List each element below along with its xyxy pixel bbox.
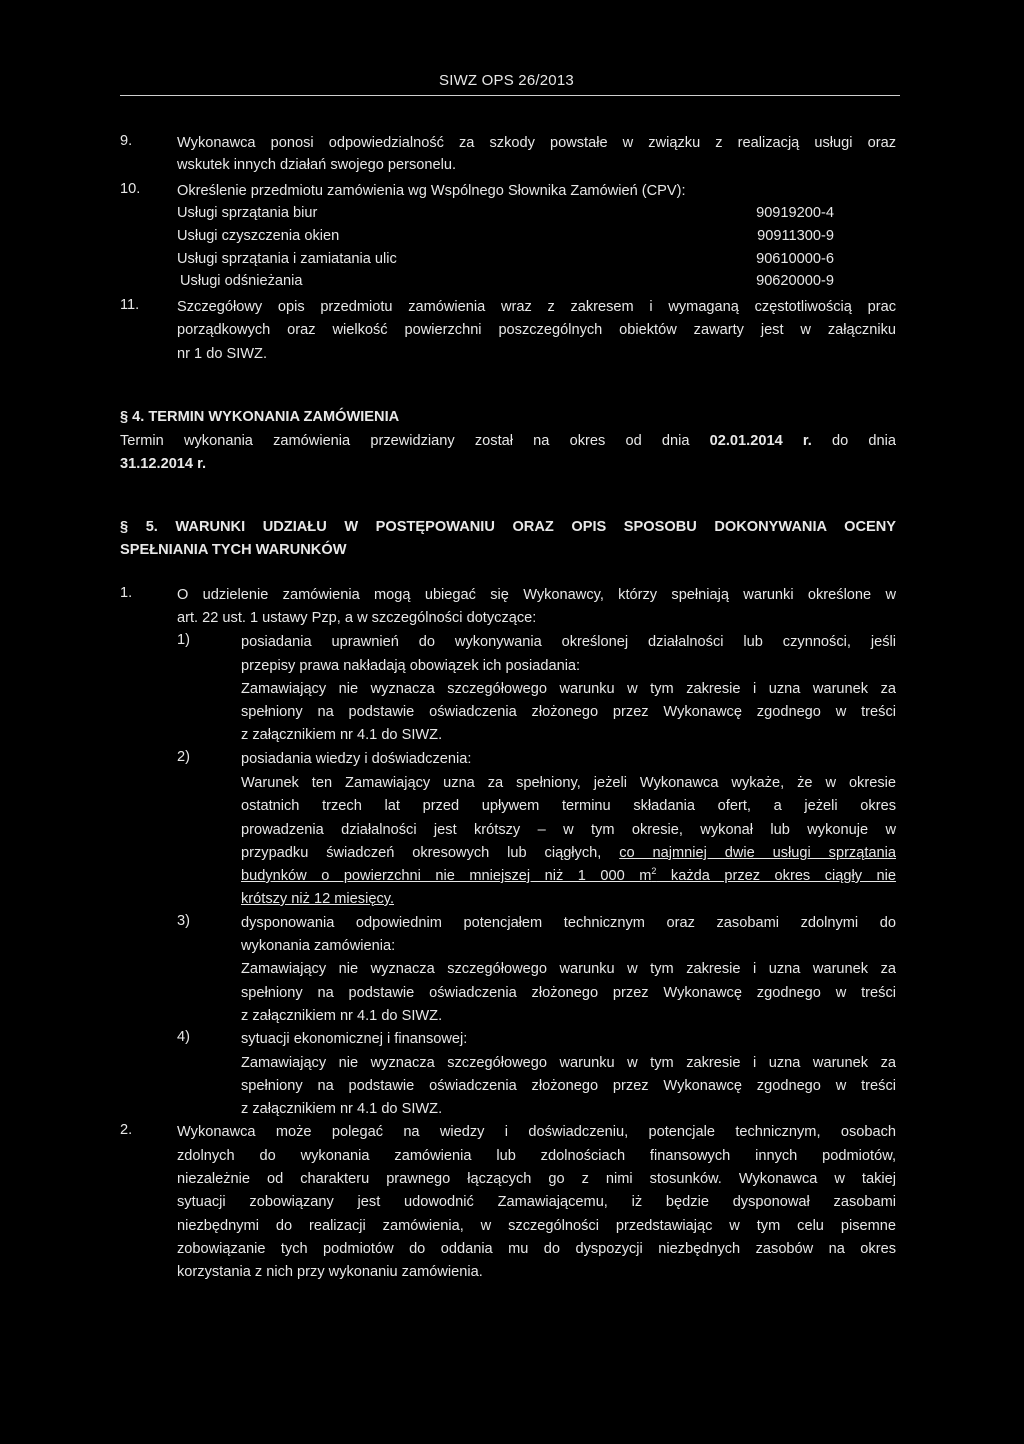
- section-5-heading-line2: SPEŁNIANIA TYCH WARUNKÓW: [120, 542, 347, 558]
- cpv-code: 90620000-9: [756, 273, 834, 289]
- sub-2-line1: posiadania wiedzy i doświadczenia:: [241, 751, 472, 767]
- sub-4-line2: Zamawiający nie wyznacza szczegółowego warunku w tym zakresie i uzna warunek za: [241, 1055, 896, 1071]
- item-11-number: 11.: [120, 297, 140, 313]
- cpv-label: Usługi czyszczenia okien: [177, 228, 340, 244]
- cpv-label: Usługi odśnieżania: [180, 273, 303, 289]
- section-5-p1-line1: O udzielenie zamówienia mogą ubiegać się Wykonawcy, którzy spełniają warunki określone w: [177, 587, 896, 603]
- sub-2-line5-b: co najmniej dwie usługi sprzątania: [619, 845, 896, 861]
- sub-2-line4: prowadzenia działalności jest krótszy – w tym okresie, wykonał lub wykonuje w: [241, 822, 896, 838]
- section-5-p2-number: 2.: [120, 1122, 133, 1138]
- item-9-line2: wskutek innych działań swojego personelu.: [177, 157, 457, 173]
- section-4-text-a: Termin wykonania zamówienia przewidziany został na okres od dnia: [120, 433, 690, 449]
- sub-3-line1: dysponowania odpowiednim potencjałem technicznym oraz zasobami zdolnymi do: [241, 915, 896, 931]
- sub-1-number: 1): [177, 632, 190, 648]
- item-11-line3: nr 1 do SIWZ.: [177, 346, 268, 362]
- cpv-code: 90610000-6: [756, 251, 834, 267]
- sub-1-line2: przepisy prawa nakładają obowiązek ich posiadania:: [241, 658, 581, 674]
- cpv-row: [180, 273, 834, 294]
- cpv-label: Usługi sprzątania biur: [177, 205, 318, 221]
- section-5-heading-line1: § 5. WARUNKI UDZIAŁU W POSTĘPOWANIU ORAZ OPIS SPOSOBU DOKONYWANIA OCENY: [120, 519, 896, 535]
- sub-2-line7: krótszy niż 12 miesięcy.: [241, 891, 395, 907]
- sub-2-line6-a: budynków o powierzchni nie mniejszej niż 1 000 m: [241, 868, 652, 884]
- sub-2-line6-b: każda przez okres ciągły nie: [656, 868, 897, 884]
- section-5-p1-line2: art. 22 ust. 1 ustawy Pzp, a w szczególności dotyczące:: [177, 610, 537, 626]
- cpv-row: [177, 228, 834, 249]
- sub-3-line5: z załącznikiem nr 4.1 do SIWZ.: [241, 1008, 443, 1024]
- section-5-p2-line: niezbędnymi do realizacji zamówienia, w szczególności przedstawiając w tym celu pisemne: [177, 1218, 896, 1234]
- sub-3-line2: wykonania zamówienia:: [241, 938, 396, 954]
- section-4-heading: § 4. TERMIN WYKONANIA ZAMÓWIENIA: [120, 409, 400, 425]
- sub-1-line3: Zamawiający nie wyznacza szczegółowego warunku w tym zakresie i uzna warunek za: [241, 681, 896, 697]
- sub-2-line5-a: przypadku świadczeń okresowych lub ciągłych,: [241, 845, 602, 861]
- item-11-line1: Szczegółowy opis przedmiotu zamówienia wraz z zakresem i wymaganą częstotliwością prac: [177, 299, 896, 315]
- item-9-line1: Wykonawca ponosi odpowiedzialność za szkody powstałe w związku z realizacją usługi oraz: [177, 135, 896, 151]
- sub-2-line3: ostatnich trzech lat przed upływem terminu składania ofert, a jeżeli okres: [241, 798, 896, 814]
- sub-2-line5: [241, 843, 896, 864]
- superscript-2: 2: [651, 866, 657, 877]
- section-5-p2-line: zobowiązanie tych podmiotów do oddania mu do dyspozycji niezbędnych zasobów na okres: [177, 1241, 896, 1257]
- section-5-p2-line: sytuacji zobowiązany jest udowodnić Zamawiającemu, iż będzie dysponował zasobami: [177, 1194, 896, 1210]
- sub-4-line3: spełniony na podstawie oświadczenia złożonego przez Wykonawcę zgodnego w treści: [241, 1078, 896, 1094]
- sub-2-number: 2): [177, 749, 190, 765]
- header-rule: [120, 95, 900, 96]
- item-9-number: 9.: [120, 133, 133, 149]
- cpv-row: [177, 251, 834, 272]
- sub-4-line4: z załącznikiem nr 4.1 do SIWZ.: [241, 1101, 443, 1117]
- sub-3-line3: Zamawiający nie wyznacza szczegółowego warunku w tym zakresie i uzna warunek za: [241, 961, 896, 977]
- sub-3-number: 3): [177, 913, 190, 929]
- document-reference: SIWZ OPS 26/2013: [439, 72, 574, 89]
- item-10-number: 10.: [120, 181, 141, 197]
- sub-1-line4: spełniony na podstawie oświadczenia złożonego przez Wykonawcę zgodnego w treści: [241, 704, 896, 720]
- sub-4-number: 4): [177, 1029, 190, 1045]
- sub-2-line2: Warunek ten Zamawiający uzna za spełniony, jeżeli Wykonawca wykaże, że w okresie: [241, 775, 896, 791]
- sub-4-line1: sytuacji ekonomicznej i finansowej:: [241, 1031, 468, 1047]
- section-4-text-b: do dnia: [831, 433, 896, 449]
- sub-1-line1: posiadania uprawnień do wykonywania określonej działalności lub czynności, jeśli: [241, 634, 896, 650]
- date-to: 31.12.2014 r.: [120, 456, 207, 472]
- cpv-label: Usługi sprzątania i zamiatania ulic: [177, 251, 397, 267]
- cpv-code: 90911300-9: [757, 228, 834, 244]
- section-5-p2-line: Wykonawca może polegać na wiedzy i doświadczeniu, potencjale technicznym, osobach: [177, 1124, 896, 1140]
- item-10-line1: Określenie przedmiotu zamówienia wg Wspólnego Słownika Zamówień (CPV):: [177, 183, 686, 199]
- section-4-text: [120, 431, 896, 452]
- cpv-row: [177, 205, 834, 226]
- sub-1-line5: z załącznikiem nr 4.1 do SIWZ.: [241, 727, 443, 743]
- section-5-p1-number: 1.: [120, 585, 133, 601]
- sub-2-line6: [241, 866, 896, 887]
- sub-3-line4: spełniony na podstawie oświadczenia złożonego przez Wykonawcę zgodnego w treści: [241, 985, 896, 1001]
- date-from: 02.01.2014 r.: [709, 433, 812, 449]
- cpv-code: 90919200-4: [756, 205, 834, 221]
- section-5-p2-line: niezależnie od charakteru prawnego łączących go z nimi stosunków. Wykonawca w takiej: [177, 1171, 896, 1187]
- item-11-line2: porządkowych oraz wielkość powierzchni poszczególnych obiektów zawarty jest w załączniku: [177, 322, 896, 338]
- section-5-p2-line: korzystania z nich przy wykonaniu zamówienia.: [177, 1264, 483, 1280]
- section-5-p2-line: zdolnych do wykonania zamówienia lub zdolnościach finansowych innych podmiotów,: [177, 1148, 896, 1164]
